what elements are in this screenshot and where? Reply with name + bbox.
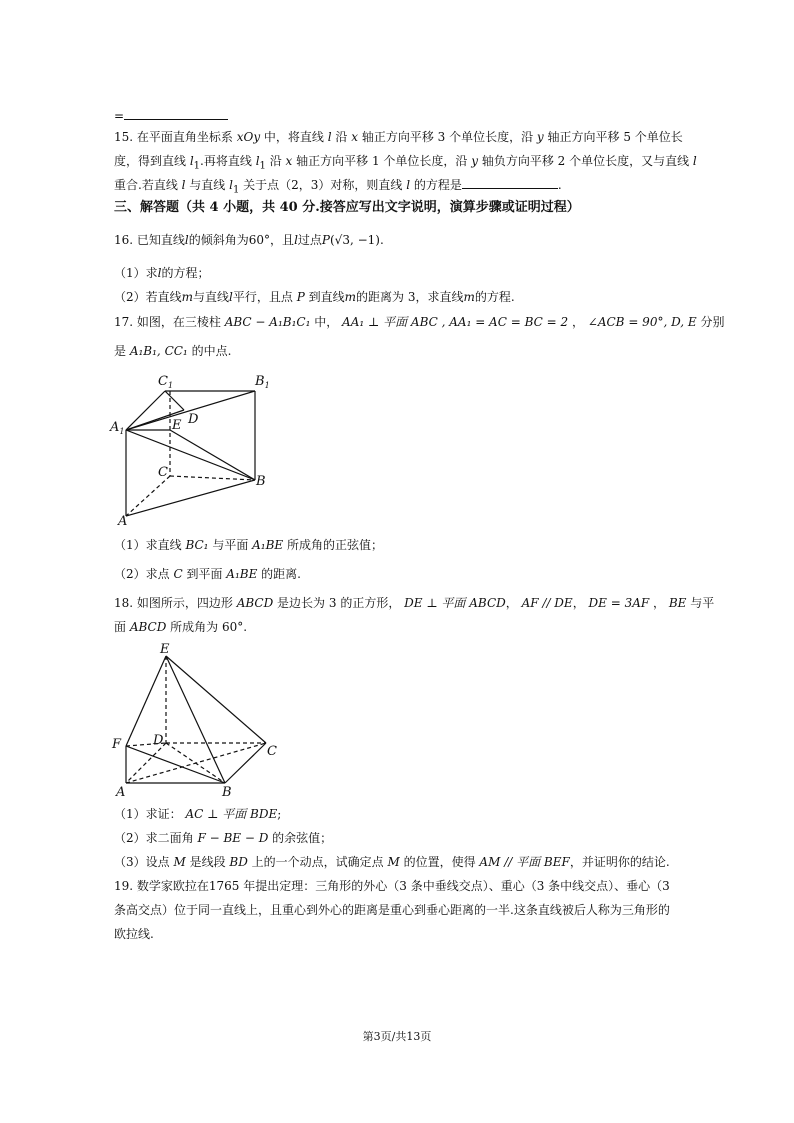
page-footer: 第3页/共13页 (362, 1030, 432, 1043)
label-d: D (188, 412, 199, 427)
q17-prism-figure (108, 368, 278, 530)
label-a: A (118, 514, 128, 529)
label-b1: $B_1$ (255, 374, 270, 390)
q14-answer-line (114, 108, 228, 124)
equals-sign: = (114, 109, 125, 123)
q16-part-2: （2）若直线m与直线l平行，且点 P 到直线m的距离为 3，求直线m的方程. (114, 290, 515, 304)
q15-line-2: 度，得到直线 $l_1$.再将直线 $l_1$ 沿 x 轴正方向平移 1 个单位长度，沿 y 轴负方向平移 2 个单位长度，又与直线 l (114, 154, 697, 172)
edge-c-b-hidden (170, 476, 255, 480)
edge-a-b (126, 480, 255, 516)
edge-e-b (170, 430, 255, 480)
q18-part-1: （1）求证： AC ⊥ 平面 BDE; (114, 807, 282, 821)
answer-blank (462, 177, 558, 189)
label-c: C (158, 465, 168, 480)
q19-line-3: 欧拉线. (114, 927, 154, 941)
edge-e-c (166, 656, 266, 743)
q17-part-2: （2）求点 C 到平面 A₁BE 的距离. (114, 567, 301, 581)
q19-line-2: 条高交点）位于同一直线上，且重心到外心的距离是重心到垂心距离的一半.这条直线被后人称为三角形的 (114, 903, 670, 917)
q17-stem-line-2: 是 A₁B₁, CC₁ 的中点. (114, 344, 232, 358)
q18-part-3: （3）设点 M 是线段 BD 上的一个动点，试确定点 M 的位置，使得 AM // 平面 BEF，并证明你的结论. (114, 855, 670, 869)
label-f: F (112, 737, 122, 752)
edge-d-a-hidden (126, 743, 166, 783)
label-c1: $C_1$ (158, 374, 174, 390)
q15-line-1: 15. 在平面直角坐标系 xOy 中，将直线 l 沿 x 轴正方向平移 3 个单位长度，沿 y 轴正方向平移 5 个单位长 (114, 130, 683, 144)
label-e: E (172, 418, 182, 433)
label-a: A (116, 785, 126, 800)
q18-stem-line-2: 面 ABCD 所成角为 60°. (114, 620, 248, 634)
q18-part-2: （2）求二面角 F − BE − D 的余弦值； (114, 831, 333, 845)
edge-a1-b (126, 430, 255, 480)
q16-stem: 16. 已知直线l的倾斜角为60°，且l过点P(√3, −1). (114, 233, 384, 247)
label-e: E (160, 642, 170, 657)
q17-stem-line-1: 17. 如图，在三棱柱 ABC − A₁B₁C₁ 中， AA₁ ⊥ 平面 ABC , AA₁ = AC = BC = 2 ， ∠ACB = 90°, D, E 分别 (114, 315, 725, 329)
answer-blank (124, 108, 228, 120)
q18-stem-line-1: 18. 如图所示，四边形 ABCD 是边长为 3 的正方形， DE ⊥ 平面 ABCD， AF // DE， DE = 3AF ， BE 与平 (114, 596, 715, 610)
label-c: C (267, 744, 277, 759)
label-a1: $A_1$ (110, 420, 125, 436)
q19-line-1: 19. 数学家欧拉在1765 年提出定理：三角形的外心（3 条中垂线交点）、重心（3 条中线交点）、垂心（3 (114, 879, 670, 893)
edge-b-c (225, 743, 266, 783)
edge-c1-d (165, 391, 184, 410)
label-b: B (222, 785, 232, 800)
q18-solid-figure (108, 640, 288, 802)
q16-part-1: （1）求l的方程； (114, 266, 210, 280)
q17-part-1: （1）求直线 BC₁ 与平面 A₁BE 所成角的正弦值； (114, 538, 384, 552)
label-d: D (153, 733, 164, 748)
q15-line-3: 重合.若直线 l 与直线 $l_1$ 关于点（2，3）对称，则直线 l 的方程是 . (114, 178, 562, 196)
section-3-heading: 三、解答题（共 4 小题，共 40 分.接答应写出文字说明，演算步骤或证明过程） (114, 200, 580, 215)
label-b: B (256, 474, 266, 489)
